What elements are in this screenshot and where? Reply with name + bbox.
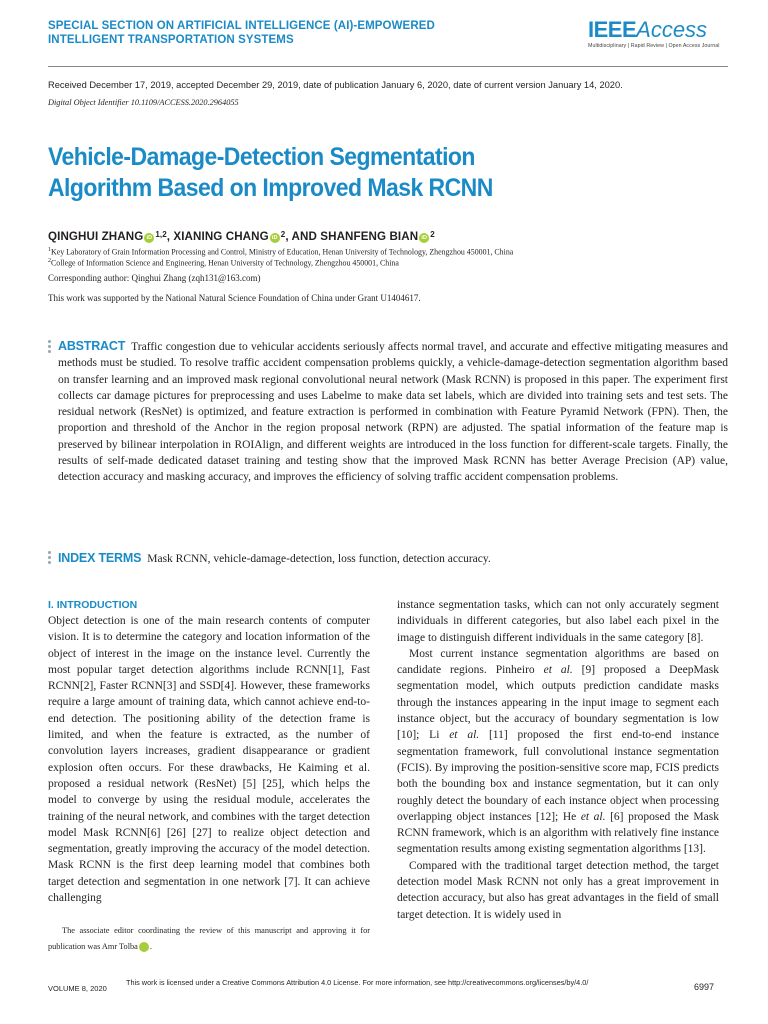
corresponding-author: Corresponding author: Qinghui Zhang (zqh131@163.com) <box>48 273 261 283</box>
footer-license[interactable]: This work is licensed under a Creative Commons Attribution 4.0 License. For more information, see http://creativecommons.org/licenses/by/4.0/ <box>126 978 589 987</box>
et-al: et al. <box>449 729 480 742</box>
title-line-1: Vehicle-Damage-Detection Segmentation <box>48 143 475 171</box>
editor-footnote <box>48 923 370 955</box>
body-column-right <box>397 597 719 923</box>
ieee-access-logo <box>588 18 724 49</box>
section-heading-introduction: I. INTRODUCTION <box>48 599 138 611</box>
footnote-end: . <box>149 942 152 951</box>
et-al: et al. <box>580 810 606 823</box>
author-1-name: QINGHUI ZHANG <box>48 230 144 243</box>
special-section-line-1: SPECIAL SECTION ON ARTIFICIAL INTELLIGENCE (AI)-EMPOWERED <box>48 20 435 32</box>
paper-title <box>48 142 600 204</box>
intro-paragraph-4: Compared with the traditional target detection method, the target detection model Mask RCNN not only has a great improvement in detection accuracy, but also has great advantages in the field of small target detection. It is widely used in <box>397 859 719 921</box>
author-2-name: , XIANING CHANG <box>166 230 269 243</box>
affiliation-1-number: 1 <box>48 247 51 253</box>
body-column-left <box>48 597 370 906</box>
affiliation-2 <box>48 258 399 268</box>
affiliation-2-number: 2 <box>48 258 51 264</box>
abstract <box>58 338 728 486</box>
para3-part-d: [6] proposed the Mask RCNN framework, which is an algorithm with relatively fine instance segmentation results among existing segmentation algorithms [13]. <box>397 810 719 856</box>
abstract-label: ABSTRACT <box>58 339 126 353</box>
logo-ieee-text: IEEE <box>588 17 637 42</box>
affiliation-1 <box>48 247 513 257</box>
special-section-line-2: INTELLIGENT TRANSPORTATION SYSTEMS <box>48 33 294 46</box>
orcid-icon[interactable]: iD <box>270 233 280 243</box>
intro-paragraph-3 <box>397 646 719 858</box>
intro-paragraph-1: Object detection is one of the main research contents of computer vision. It is to determine the category and location information of the object of interest in the image on the instance level. Currently the most popular target detection algorithms include RCNN[1], Fast RCNN[2], Faster RCNN[3] and SSD[4]. However, these frameworks require a large amount of training data, which cannot achieve end-to-end detection. The positioning ability of the detection frame is limited, and when the feature is extracted, as the number of convolution layers increases, gradient disappearance or gradient explosion often occurs. For these drawbacks, He Kaiming et al. proposed a residual network (ResNet) [5] [25], which helps the model to converge by using the residual module, accelerates the training of the neural network, and combines with the target detection model Mask RCNN[6] [26] [27] to realize object detection and segmentation, greatly improving the accuracy of the model detection. Mask RCNN is the first deep learning model that combines both target detection and segmentation in one network [7]. It can achieve challenging <box>48 615 370 905</box>
orcid-icon[interactable]: iD <box>419 233 429 243</box>
footnote-text: The associate editor coordinating the review of this manuscript and approving it for publication was Amr Tolba <box>48 926 370 951</box>
author-list <box>48 230 435 243</box>
abstract-dots-icon <box>48 340 52 355</box>
funding-statement: This work was supported by the National Natural Science Foundation of China under Grant U1404617. <box>48 293 421 303</box>
affiliation-2-text: College of Information Science and Engineering, Henan University of Technology, Zhengzhou 450001, China <box>51 258 399 268</box>
index-terms-text: Mask RCNN, vehicle-damage-detection, loss function, detection accuracy. <box>147 553 491 565</box>
footer-volume: VOLUME 8, 2020 <box>48 984 107 993</box>
et-al: et al. <box>543 664 573 677</box>
para3-part-b: [9] proposed a DeepMask segmentation model, which outputs prediction candidate masks through the instances appearing in the input image to segment each instance object, but the accuracy of boundary segmentation is low [10]; Li <box>397 664 719 742</box>
author-1-affil: 1,2 <box>155 230 167 239</box>
orcid-icon[interactable]: iD <box>139 942 149 952</box>
special-section-heading <box>48 20 548 47</box>
publication-dates: Received December 17, 2019, accepted December 29, 2019, date of publication January 6, 2020, date of current version January 14, 2020. <box>48 80 623 90</box>
author-3-affil: 2 <box>430 230 435 239</box>
logo-tagline: Multidisciplinary | Rapid Review | Open Access Journal <box>588 43 720 49</box>
header-rule <box>48 66 728 67</box>
logo-wordmark <box>588 18 724 42</box>
affiliation-1-text: Key Laboratory of Grain Information Processing and Control, Ministry of Education, Henan University of Technology, Zhengzhou 450001, China <box>51 247 514 257</box>
author-2-affil: 2 <box>280 230 286 239</box>
orcid-icon[interactable]: iD <box>144 233 154 243</box>
title-line-2: Algorithm Based on Improved Mask RCNN <box>48 174 493 202</box>
para3-part-a: Most current instance segmentation algorithms are based on candidate regions. Pinheiro <box>397 647 719 677</box>
index-terms-dots-icon <box>48 551 52 566</box>
intro-paragraph-2: instance segmentation tasks, which can not only accurately segment individuals in different categories, but also label each pixel in the image to distinguish different individuals in the same category [8]. <box>397 599 719 644</box>
abstract-text: Traffic congestion due to vehicular accidents seriously affects normal travel, and accurate and effective mitigating measures and methods must be studied. To resolve traffic accident compensation problems quickly, a vehicle-damage-detection segmentation algorithm based on transfer learning and an improved mask regional convolutional neural network (Mask RCNN) is proposed in this paper. The experiment first collects car damage pictures for preprocessing and uses Labelme to make data set labels, which are divided into training sets and test sets. The residual network (ResNet) is optimized, and feature extraction is performed in combination with Feature Pyramid Network (FPN). Then, the proportion and threshold of the Anchor in the region proposal network (RPN) are adjusted. The spatial information of the feature map is preserved by bilinear interpolation in ROIAlign, and different weights are introduced in the loss function for different-scale targets. Finally, the results of self-made dedicated dataset training and testing show that the improved Mask RCNN has better Average Precision (AP) value, detection accuracy and masking accuracy, and improves the efficiency of solving traffic accident compensation problems. <box>58 341 728 484</box>
index-terms-label: INDEX TERMS <box>58 551 142 565</box>
index-terms <box>58 550 728 567</box>
author-3-name: , AND SHANFENG BIAN <box>285 230 419 243</box>
doi-line: Digital Object Identifier 10.1109/ACCESS.2020.2964055 <box>48 98 239 107</box>
page-number: 6997 <box>694 982 715 992</box>
para3-part-c: [11] proposed the first end-to-end instance segmentation framework, full convolutional instance segmentation (FCIS). By improving the position-sensitive score map, FCIS predicts both the bounding box and instance segmentation, but it can only roughly detect the boundary of each instance object when processing overlapping object instances [12]; He <box>397 729 719 823</box>
logo-access-text: Access <box>636 17 708 42</box>
